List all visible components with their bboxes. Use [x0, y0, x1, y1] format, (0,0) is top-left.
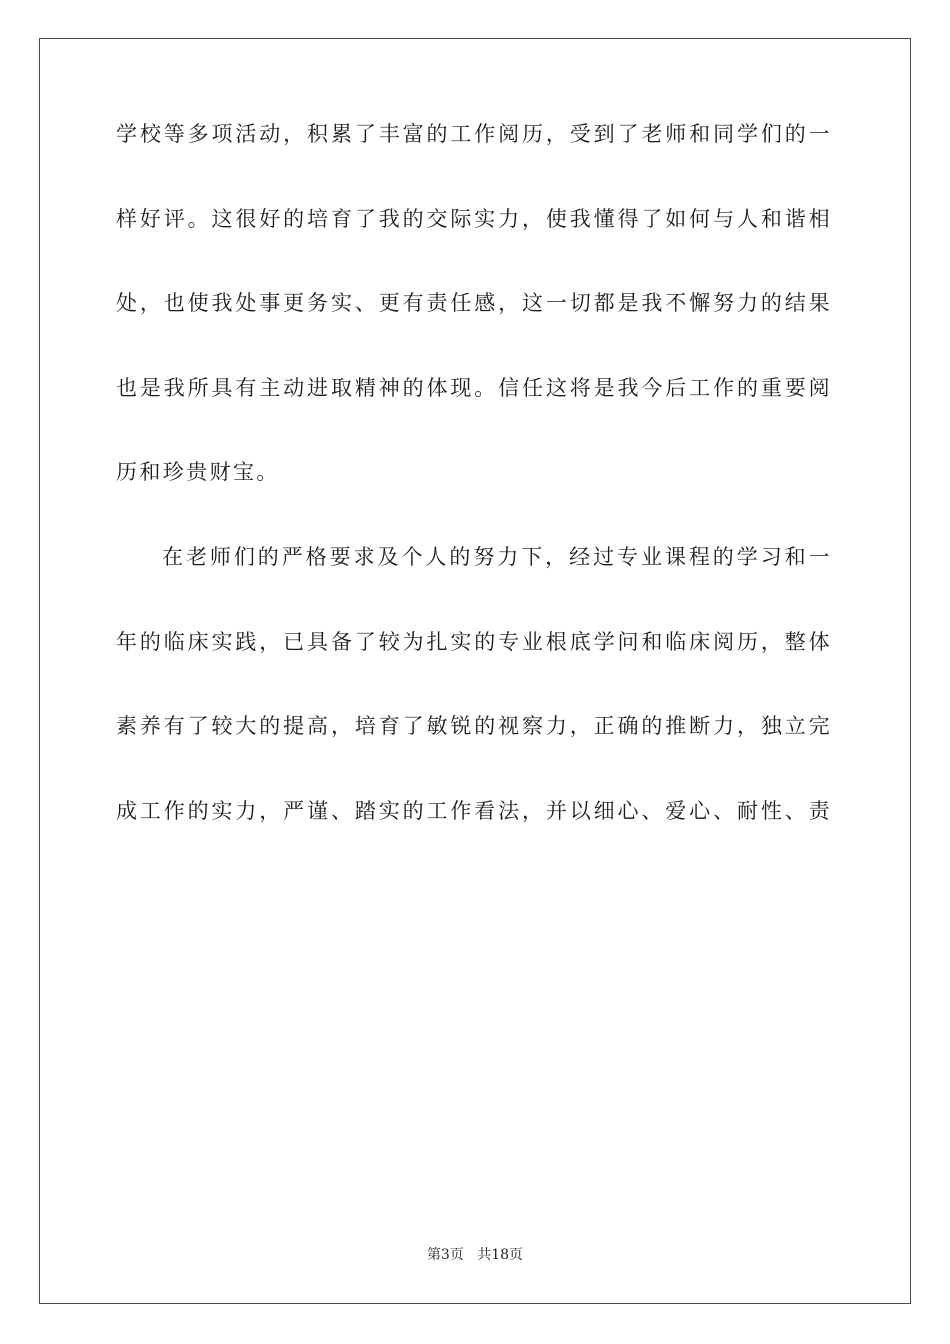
text-line: 历和珍贵财宝。 [116, 460, 280, 485]
page-footer [0, 1244, 950, 1264]
page-total: 共18页 [477, 1247, 524, 1263]
text-line: 样好评。这很好的培育了我的交际实力，使我懂得了如何与人和谐相 [116, 206, 832, 231]
text-line: 成工作的实力，严谨、踏实的工作看法，并以细心、爱心、耐性、责 [116, 798, 832, 823]
text-line: 素养有了较大的提高，培育了敏锐的视察力，正确的推断力，独立完 [116, 714, 832, 739]
document-body [116, 112, 832, 873]
page-number: 第3页 [426, 1247, 464, 1263]
text-line-paragraph-start: 在老师们的严格要求及个人的努力下，经过专业课程的学习和一 [162, 544, 832, 569]
text-line: 也是我所具有主动进取精神的体现。信任这将是我今后工作的重要阅 [116, 375, 832, 400]
text-line: 处，也使我处事更务实、更有责任感，这一切都是我不懈努力的结果 [116, 291, 832, 316]
text-line: 年的临床实践，已具备了较为扎实的专业根底学问和临床阅历，整体 [116, 629, 832, 654]
text-line: 学校等多项活动，积累了丰富的工作阅历，受到了老师和同学们的一 [116, 122, 832, 146]
